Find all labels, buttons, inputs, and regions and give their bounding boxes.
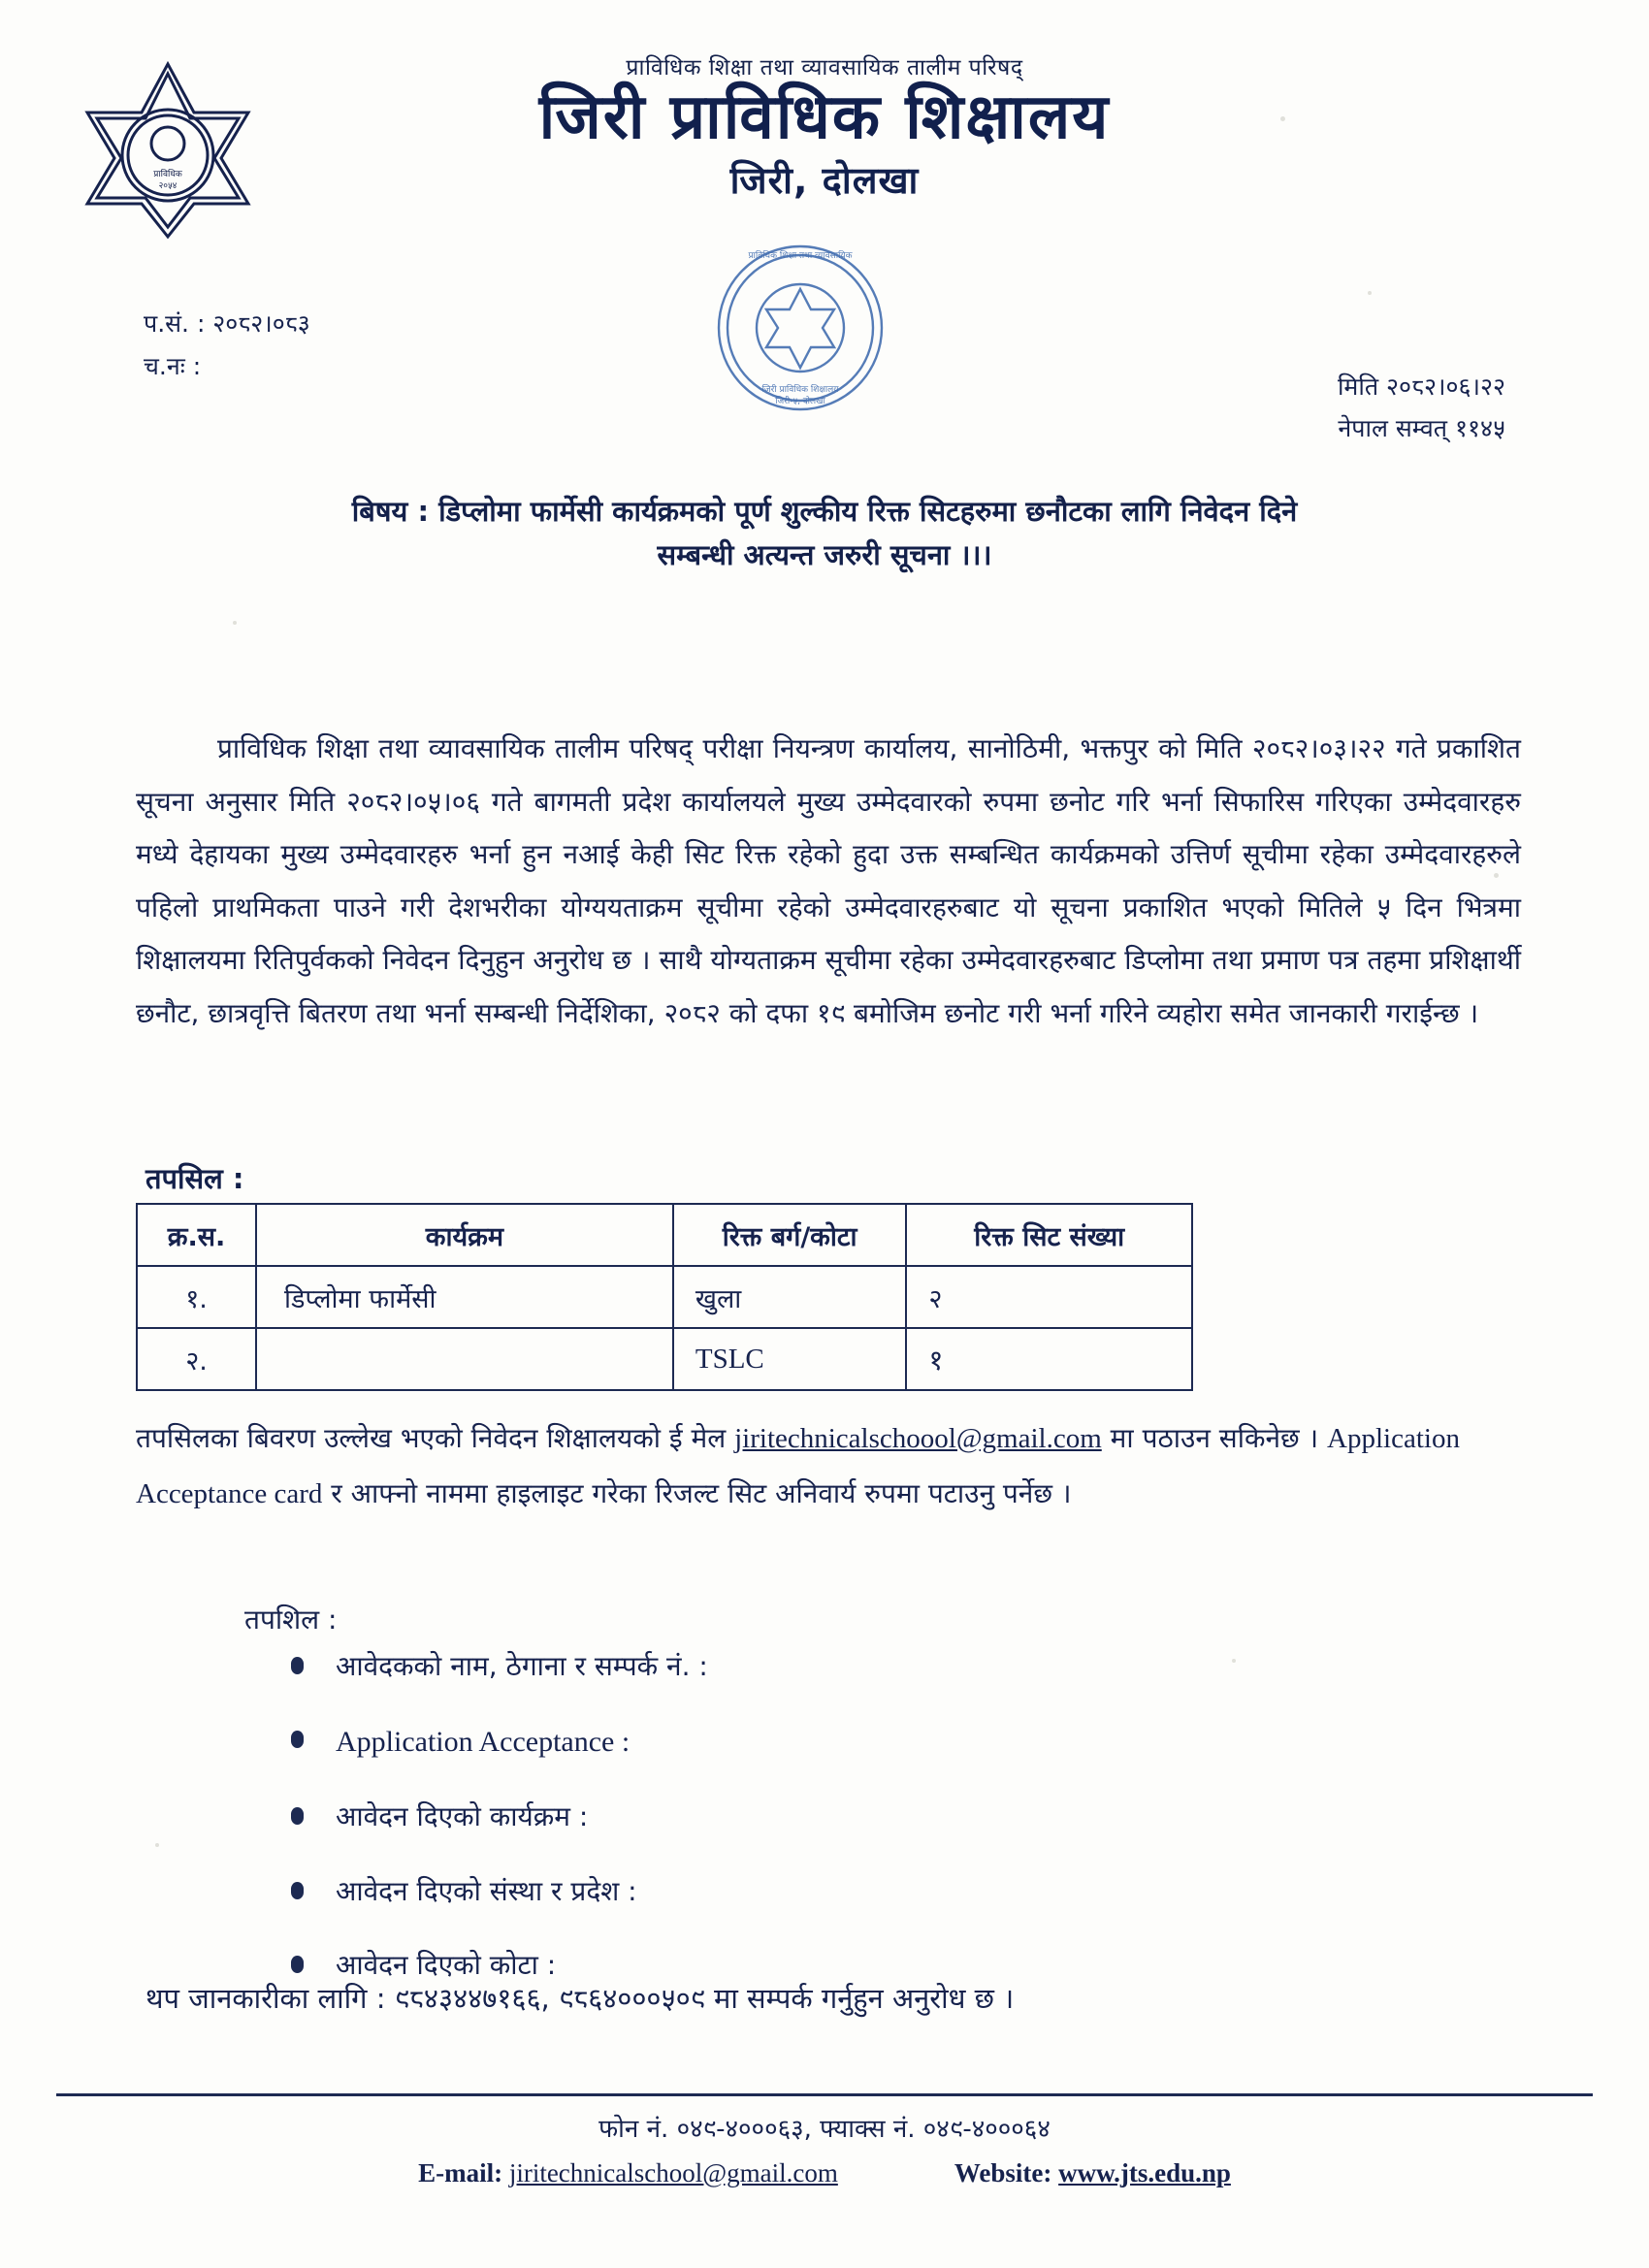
document-header: [0, 0, 1649, 205]
cell-seats: २: [906, 1266, 1192, 1328]
bullet-icon: [291, 1731, 304, 1748]
additional-contact-line: थप जानकारीका लागि : ९८४३४४७१६६, ९८६४०००५०९ मा सम्पर्क गर्नुहुन अनुरोध छ ।: [146, 1982, 1015, 2015]
body-paragraph: प्राविधिक शिक्षा तथा व्यावसायिक तालीम परिषद् परीक्षा नियन्त्रण कार्यालय, सानोठिमी, भक्तपुर को मिति २०८२।०३।२२ गते प्रकाशित सूचना अनुसार मिति २०८२।०५।०६ गते बागमती प्रदेश कार्यालयले मुख्य उम्मेदवारको रुपमा छनोट गरि भर्ना सिफारिस गरिएका उम्मेदवारहरु मध्ये देहायका मुख्य उम्मेदवारहरु भर्ना हुन नआई केही सिट रिक्त रहेको हुदा उक्त सम्बन्धित कार्यक्रमको उत्तिर्ण सूचीमा रहेका उम्मेदवारहरुले पहिलो प्राथमिकता पाउने गरी देशभरीका योग्ययताक्रम सूचीमा रहेको उम्मेदवारहरुबाट यो सूचना प्रकाशित भएको मितिले ५ दिन भित्रमा शिक्षालयमा रितिपुर्वकको निवेदन दिनुहुन अनुरोध छ । साथै योग्यताक्रम सूचीमा रहेका उम्मेदवारहरुबाट डिप्लोमा तथा प्रमाण पत्र तहमा प्रशिक्षार्थी छनौट, छात्रवृत्ति बितरण तथा भर्ना सम्बन्धी निर्देशिका, २०८२ को दफा १९ बमोजिम छनोट गरी भर्ना गरिने व्यहोरा समेत जानकारी गराईन्छ ।: [136, 732, 1521, 1029]
cell-quota: TSLC: [673, 1328, 907, 1390]
contact-email-link[interactable]: jiritechnicalschoool@gmail.com: [734, 1423, 1102, 1454]
footer-divider: [56, 2093, 1593, 2096]
paper-speck: [233, 621, 237, 625]
col-serial: क्र.स.: [137, 1204, 256, 1266]
body-paragraph-container: [136, 723, 1521, 1041]
list-item-label: आवेदन दिएको कोटा :: [336, 1949, 557, 1982]
bullet-icon: [291, 1657, 304, 1674]
instruction-part-3: र आफ्नो नाममा हाइलाइट गरेका रिजल्ट सिट अनिवार्य रुपमा पटाउनु पर्नेछ ।: [322, 1476, 1072, 1509]
bullet-icon: [291, 1807, 304, 1825]
chalani-number: च.नः :: [144, 351, 202, 380]
svg-text:प्राविधिक: प्राविधिक: [153, 170, 182, 179]
cell-seats: १: [906, 1328, 1192, 1390]
footer-email-group: [418, 2158, 838, 2188]
list-item: [291, 1723, 708, 1761]
list-item: [291, 1874, 708, 1909]
svg-text:२०५४: २०५४: [158, 181, 178, 191]
subject-line-1: बिषय : डिप्लोमा फार्मेसी कार्यक्रमको पूर्ण शुल्कीय रिक्त सिटहरुमा छनौटका लागि निवेदन दिने: [351, 495, 1298, 528]
patra-sankhya: प.सं. : २०८२।०८३: [144, 309, 310, 338]
list-item: [291, 1649, 708, 1684]
svg-text:जिरी प्राविधिक शिक्षालय: जिरी प्राविधिक शिक्षालय: [761, 385, 839, 395]
subject-heading: [0, 490, 1649, 577]
tapasil-label: तपसिल :: [146, 1162, 244, 1195]
paper-speck: [1368, 291, 1372, 295]
round-office-stamp-icon: [713, 241, 888, 415]
document-footer: [0, 2110, 1649, 2188]
list-item-label: आवेदकको नाम, ठेगाना र सम्पर्क नं. :: [336, 1650, 708, 1682]
svg-text:जिरी-५, दोलखा: जिरी-५, दोलखा: [775, 397, 825, 406]
fields-list-title: तपशिल :: [244, 1604, 338, 1636]
table-row: [137, 1328, 1192, 1390]
school-place: जिरी, दोलखा: [729, 159, 920, 203]
bullet-icon: [291, 1882, 304, 1899]
footer-email-value[interactable]: jiritechnicalschool@gmail.com: [508, 2158, 838, 2187]
cell-serial: १.: [137, 1266, 256, 1328]
cell-serial: २.: [137, 1328, 256, 1390]
cell-quota: खुला: [673, 1266, 907, 1328]
list-item: [291, 1799, 708, 1834]
subject-line-2: सम्बन्धी अत्यन्त जरुरी सूचना ।।।: [657, 537, 992, 571]
col-seats: रिक्त सिट संख्या: [906, 1204, 1192, 1266]
instruction-part-2: मा पठाउन सकिनेछ ।: [1101, 1422, 1328, 1454]
nepal-sambat: नेपाल सम्वत् ११४५: [1338, 413, 1505, 442]
list-item-label: आवेदन दिएको कार्यक्रम :: [336, 1800, 589, 1833]
col-program: कार्यक्रम: [256, 1204, 673, 1266]
instruction-part-1: तपसिलका बिवरण उल्लेख भएको निवेदन शिक्षालयको ई मेल: [136, 1422, 735, 1454]
footer-website-label: Website:: [954, 2158, 1052, 2187]
table-header-row: [137, 1204, 1192, 1266]
svg-text:प्राविधिक शिक्षा तथा व्यावसायि: प्राविधिक शिक्षा तथा व्यावसायिक: [748, 251, 853, 261]
date-block: [1338, 367, 1505, 449]
council-line: प्राविधिक शिक्षा तथा व्यावसायिक तालीम परिषद्: [626, 55, 1023, 81]
footer-website-value[interactable]: www.jts.edu.np: [1058, 2158, 1231, 2187]
col-quota: रिक्त बर्ग/कोटा: [673, 1204, 907, 1266]
footer-phone-line: फोन नं. ०४९-४०००६३, फ्याक्स नं. ०४९-४०००६४: [598, 2115, 1051, 2144]
instruction-english-phrase: Application Acceptance card: [136, 1423, 1460, 1509]
bullet-icon: [291, 1956, 304, 1973]
vacancy-table: [136, 1203, 1193, 1391]
paper-speck: [155, 1843, 159, 1847]
footer-email-label: E-mail:: [418, 2158, 503, 2187]
reference-block: [144, 303, 310, 388]
school-name: जिरी प्राविधिक शिक्षालय: [538, 81, 1111, 153]
table-row: [137, 1266, 1192, 1328]
footer-website-group: [954, 2158, 1231, 2188]
cell-program: डिप्लोमा फार्मेसी: [256, 1266, 673, 1328]
cell-program: [256, 1328, 673, 1390]
fields-list: [291, 1649, 708, 2023]
paper-speck: [1232, 1659, 1236, 1663]
list-item-label: आवेदन दिएको संस्था र प्रदेश :: [336, 1874, 637, 1907]
list-item-label: Application Acceptance :: [336, 1726, 630, 1759]
submission-instructions: [136, 1411, 1484, 1521]
footer-contact-row: [0, 2158, 1649, 2188]
issue-date: मिति २०८२।०६।२२: [1337, 373, 1505, 401]
